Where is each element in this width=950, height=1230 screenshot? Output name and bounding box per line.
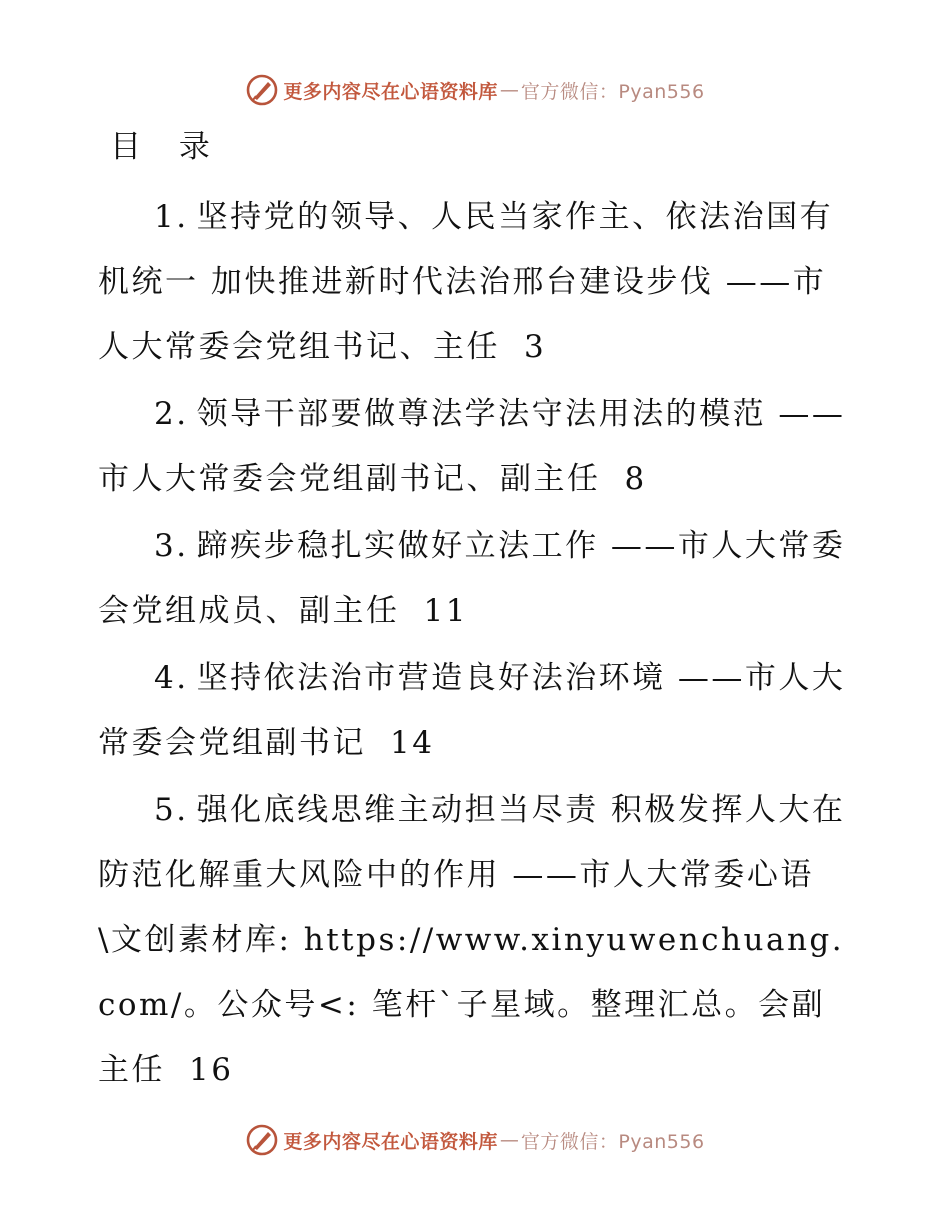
- toc-item-2: [98, 382, 858, 512]
- toc-item-number: 1.: [154, 199, 189, 235]
- toc-item-page: 3: [524, 329, 547, 365]
- toc-item-number: 4.: [154, 660, 189, 696]
- toc-item-3: [98, 514, 858, 644]
- toc-item-page: 16: [189, 1052, 234, 1088]
- toc-item-text: 蹄疾步稳扎实做好立法工作 ——市人大常委会党组成员、副主任: [98, 528, 846, 629]
- toc-item-text: 坚持党的领导、人民当家作主、依法治国有机统一 加快推进新时代法治邢台建设步伐 ——市人大常委会党组书记、主任: [98, 199, 834, 365]
- toc-item-page: 11: [423, 593, 468, 629]
- toc-item-1: [98, 185, 858, 380]
- wechat-id: 官方微信：Pyan556: [520, 80, 705, 103]
- toc-item-number: 3.: [154, 528, 189, 564]
- brand-text: 更多内容尽在心语资料库: [283, 80, 498, 103]
- toc-item-page: 8: [624, 461, 647, 497]
- toc-item-number: 2.: [154, 396, 189, 432]
- table-of-contents: [98, 185, 858, 1105]
- page-title: 目 录: [110, 129, 224, 165]
- toc-item-text: 强化底线思维主动担当尽责 积极发挥人大在防范化解重大风险中的作用 ——市人大常委心语\文创素材库: https://www.xinyuwenchuang.com/。公众号<: 笔杆`子星域。整理汇总。会副主任: [98, 792, 846, 1088]
- toc-item-page: 14: [390, 725, 435, 761]
- banner-separator: —: [499, 79, 519, 101]
- brand-text: 更多内容尽在心语资料库: [283, 1130, 498, 1153]
- toc-item-5: [98, 778, 858, 1103]
- wechat-id: 官方微信：Pyan556: [520, 1130, 705, 1153]
- header-banner: [0, 68, 950, 112]
- toc-item-text: 坚持依法治市营造良好法治环境 ——市人大常委会党组副书记: [98, 660, 846, 761]
- quill-logo-icon: [245, 73, 279, 107]
- footer-banner: [0, 1118, 950, 1162]
- toc-item-text: 领导干部要做尊法学法守法用法的模范 ——市人大常委会党组副书记、副主任: [98, 396, 846, 497]
- toc-item-number: 5.: [154, 792, 189, 828]
- toc-item-4: [98, 646, 858, 776]
- quill-logo-icon: [245, 1123, 279, 1157]
- banner-separator: —: [499, 1129, 519, 1151]
